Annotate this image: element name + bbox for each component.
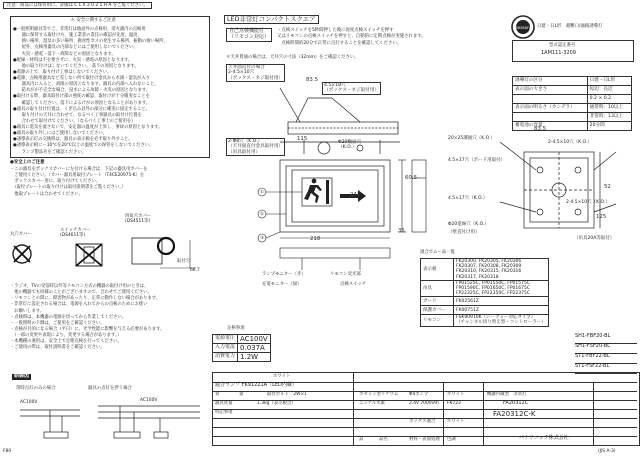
round-cover-x-icon [13,245,31,263]
safety-box [10,16,210,158]
dim-width: 218 [310,236,321,242]
title-ref: FA20312C [503,400,529,406]
top-notice: 注意：商品には保管用に、詳細は C L X 2 0 2 1 H A をご覧ください。 [3,2,152,9]
dim-height: 241 [350,192,361,198]
bottom-ref: (JIS A-3) [598,449,616,454]
side-dim-4: 4.5×17穴（K.O.） [448,196,488,201]
top-right-box: 4.5×18穴 （ボックス・ネジ取付用） [324,83,380,94]
variant-1: SH1-FBF20-BL [575,334,637,344]
cover-label-switch: スイッチカバー (DS4611等) [60,228,91,239]
title-model: FA20312C-K [493,410,536,418]
category-label: 日建・日L形 避難口/通路誘導灯 [537,24,603,29]
side-dim-val-3: 125 [596,214,607,220]
rating-title: 定格事項 [227,326,245,331]
cover-label-round: 丸穴カバー [10,232,32,237]
model-box: 型式認定番号 1AM111-3209 [512,40,634,62]
title-lamp: 適合ランプ FK91221A（LED内蔵） [215,382,297,388]
check-switch-label: 点検スイッチ [340,282,367,287]
title-subref: 機器内蔵型 非常灯 [487,392,527,397]
callout-1: ① [260,190,264,195]
variant-4: ST1-FSF22-BL [575,364,637,374]
safety-lines: ●一般照明器具等でご、非常灯は地面外の点検用、消火器内の点検用 器に保管する取付け方、施工業者の責任の確認が先度、温度、 熱い場所、湿気の多い場所、腐食性ガスの発生する場所、振動の強い場所、 屋外、点検用器具の内部などにはご使用しないでください。 火災・感電・落下・故障などの原因となります。 ●配線・材料は不を要さずに、火災・感電の原因となります。 他の取り付けはしないでください。 落下の原因となります。 ●電源の上で、取り付け工事はしないでください。 ●電源、点検用器具など差しない所で取付け金具から水滴・湿気が入り 器具内に入ると、故障の原因となります。器具の内部へ入れないこと。 防水がが不完全な場合、浸水による故障・火災の原因となります。 ●取付ける際、器具取付け部の強度の確認、取付けが十分確実なことを 確認してください。落下によるけがの原因となることがあります。 ●器具の取り付け位置は、くぎ込み以外の部分に確実に固定すること。 取り付けの天井に合わせて、なるべく工事器具の取付け位置を 合わせて取付けてください。（なるべく工事士のご使用を） ●器具に電気を流さないで、安定器の温度が上昇し、事故の原因となります。 ●器具の取り外しにはご使用しないでください。 ●誘導表示灯の交換時は、器具の表示板を必ず取り外すこと。 ●誘導表示板にー10℃を20℃以上の温度での保管をしないでください。 ランプ製品名をご確認ください。 [13,27,168,155]
lamp-monitor-label: ランプモニター（赤） [262,272,306,277]
dim-hole: Φ20敷居穴 （K.O.） [338,140,362,151]
side-dim-5: 2-4.5×10穴（K.O.） [566,200,610,205]
dim-top: 83.5 [306,77,319,83]
variants-list [575,334,637,374]
safety-notes: ・この器具をボックスカバーに左付ける場合は、下記の器具用カバーを ご使用ください。（カバー器具用取付プレート（T4CE20975-K）を ボックスカバー用に、取り付けてください。 （取付プレートの取り付けは取付説明書をご覧ください。） 他取プレートは合わせてください。 [10,167,148,197]
side-dim-val-1: 83.5 [534,126,547,132]
wiring-right-label: 器具の点灯を伴う場合 [88,386,132,391]
callout-2: ② [260,212,264,217]
bottom-notes: ・ラジオ、TVの受信時以外等リモコン方式の機器の取付け用のときは、 他の機器でも同様のことがございますので、合わせてご使用ください。 ・リモコンとの間に、障害物があったり、正常に動作しない場合があります。 ・非常灯に設定される場合は、電源を入れてからの点検のためにお使い お願いします。 ・点検時は、本機器の電源を切ってから作業してください。 ・一般照明の下側は、ご使用をご確認ください。 ・点検が目的になる場合（平日）に、光学性能に影響を与える必要があります。 （一部の変更や表現により、変更する場合があります。） ・本機種の運用は、安全上で定期点検を行ってください。 ・ご使用の際は、取付説明書をご確認ください。 [10,284,165,351]
product-bullets: ・点検スイッチを5秒間押した後に再度点検スイッチを押す 又はリモコンの点検スイッチを押すと、自動的に定期点検が実施されます。 点検時間約20分で正常に点灯することを確認してください。 [277,28,426,46]
product-note: ＊天井貫通の場合は、天井穴の寸法（32mm）をご確認ください。 [226,55,359,60]
dim-side: 35 [398,228,405,234]
appl-table: 表示板 FK20300, FK20305, FK20306 FK20307, FK20308, FK20309 FK20310, FK20315, FK20316 FK20317, FK20318 吊具 FP01525C, FP01550C, FP01575C FP01590C, FP01650C, FP01675C FP22325C, FP22350C, FP22375C ガード FK02561Z 保護カバー FK00751Z リモコン FSK90910K（シークォー対応タイプ） （チャンネル切り替え型・コントローラー） [420,258,549,327]
side-dim-val-2: 52 [604,184,611,190]
dim-115: 115 [297,136,308,142]
rating-table: 電源電圧 AC100V 入力電流 0.037A 消費電力 1.2W [212,334,271,362]
variant-2: SH1-FSF20-BL [575,344,637,354]
stamp-text: Panasonic [512,25,534,30]
certification-stamp-icon [510,14,536,40]
side-dim-1: 20×25溝通穴（K.O.） [448,136,495,141]
side-dim-8: （吊具20A等取付） [574,236,615,241]
title-block: ホワイト 適合ランプ FK91221A（LED内蔵） 質 量 取付ボルト：2W×1 器具質量 1.3kg（表示板含） 特記事項 カセット型リチウム Φ4ポンプ ホワイト ニッケル水素 2.4V 700mAh FK723 ボックス適合 ホワイト 機器内蔵型 非常灯 FA20312C FA20312C-K 品 品名 材料・表面処理 色調 パナソニック株式会社 [212,372,640,446]
wiring-title: 結線図 [14,373,30,379]
charge-monitor-label: 充電モニター（緑） [262,282,302,287]
title-color: ホワイト [273,374,291,379]
side-dim-3: 4.5×17穴（ボード用取付） [448,158,506,163]
side-dim-7: （壁直付け用） [448,230,480,235]
cover-label-square: 四角穴カバー (DS4511等) [125,214,152,225]
product-header: LED非常灯コンパクトスクエア [224,15,319,24]
wiring-left-label: 常時点灯のみの場合 [16,386,56,391]
mount-hole-label: 取付穴 [177,259,191,264]
rear-view-drawing [500,132,620,252]
left-ref: F80 [3,449,12,454]
spec-table: 誘導灯の区分 日建・日L形 表示面の大きさ 短辺：長辺 0.2 × 0.2 表示面の明るさ（カンデラ） 通常時：10以上 非常時：13以上 蓄電池の容量 20分間 [512,76,632,131]
self-check-badge: 自己点検機能付 （リモコン対応） [226,28,272,42]
cover-dim: 66.7 [190,268,200,273]
side-dim-2: 2-4.5×10穴（K.O.） [548,140,592,145]
safety-title: ⚠ 安全に関するご注意 [71,18,116,23]
appl-title: 適合カムー品一覧 [420,250,455,255]
company: パナソニック株式会社 [519,435,569,441]
callout-3: ③ [260,236,264,241]
safety-subheading: ●安全上のご注意 [10,160,45,165]
top-left-box: 天井面直付の場合 2-4.5×10穴 （ボックス・ネジ取付用） [228,65,284,81]
switch-cover-x-icon [76,244,102,266]
left-box: 2-Φ8穴（K.O.） （天井面直付金具取付用） （吊具取付用） [228,139,284,155]
variant-3: ST1-FBF22-BL [575,354,637,364]
side-dim-6: Φ20電線穴（K.O.） [448,222,489,227]
wiring-voltage-right: AC100V [140,398,158,403]
remote-receiver-label: リモコン受光部 [330,272,361,277]
dim-inner: 60.5 [405,175,418,181]
wiring-diagram [10,392,210,442]
wiring-voltage-left: AC100V [20,400,38,405]
